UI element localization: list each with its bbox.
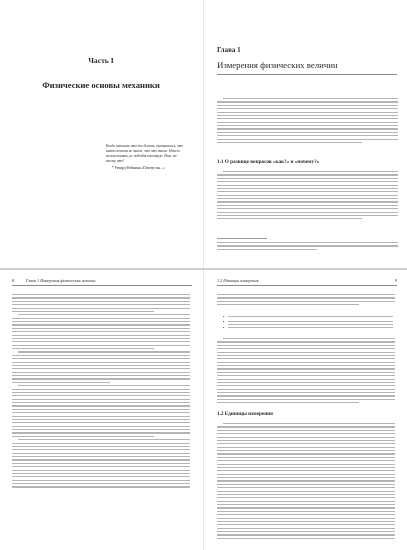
part-title-page bbox=[0, 0, 202, 268]
text-page-left bbox=[0, 270, 202, 550]
page-gutter bbox=[203, 270, 204, 550]
body-text-paragraph bbox=[217, 338, 395, 406]
body-text-paragraph bbox=[217, 98, 398, 145]
footnote-rule bbox=[217, 238, 267, 239]
running-head bbox=[217, 278, 397, 285]
chapter-rule bbox=[217, 74, 397, 75]
section-heading: 1.2 Единицы измерения bbox=[217, 411, 273, 417]
text-page-right bbox=[205, 270, 407, 550]
chapter-title: Измерения физических величин bbox=[217, 60, 338, 70]
body-text-paragraph bbox=[12, 294, 190, 490]
epigraph-text: Когда начинали что-то делать, оказывалось, что никто толком не знает, что это такое. Ничего нельзя понять, не подойдя вплотную. Нам, по-моему, это! bbox=[106, 144, 184, 163]
section-heading: 1.1 О разнице вопросов «как?» и «почему?» bbox=[217, 159, 320, 165]
list-item: • bbox=[223, 325, 393, 330]
epigraph bbox=[106, 144, 184, 171]
list-item bbox=[223, 324, 393, 325]
epigraph-author: * Ричард Фейнман «Почему вы...» bbox=[112, 166, 165, 170]
chapter-opening-page bbox=[205, 0, 407, 268]
top-spread bbox=[0, 0, 407, 268]
bullet-list bbox=[223, 314, 393, 330]
body-text-paragraph bbox=[217, 171, 398, 222]
page-number: 9 bbox=[394, 278, 397, 283]
page-number: 8 bbox=[12, 278, 15, 283]
running-head-title: 1.2 Единицы измерения bbox=[217, 278, 259, 283]
chapter-label: Глава 1 bbox=[217, 46, 241, 54]
part-label: Часть I bbox=[88, 56, 114, 65]
body-text-paragraph bbox=[217, 423, 395, 541]
page-gutter bbox=[203, 0, 204, 268]
bottom-spread bbox=[0, 270, 407, 550]
part-title: Физические основы механики bbox=[42, 80, 160, 90]
list-item: • bbox=[223, 314, 393, 319]
footnote bbox=[217, 242, 398, 252]
running-head bbox=[12, 278, 192, 285]
body-text-paragraph bbox=[217, 294, 395, 308]
running-head-title: Глава 1 Измерения физических величин bbox=[26, 278, 96, 283]
list-item: • bbox=[223, 319, 393, 324]
